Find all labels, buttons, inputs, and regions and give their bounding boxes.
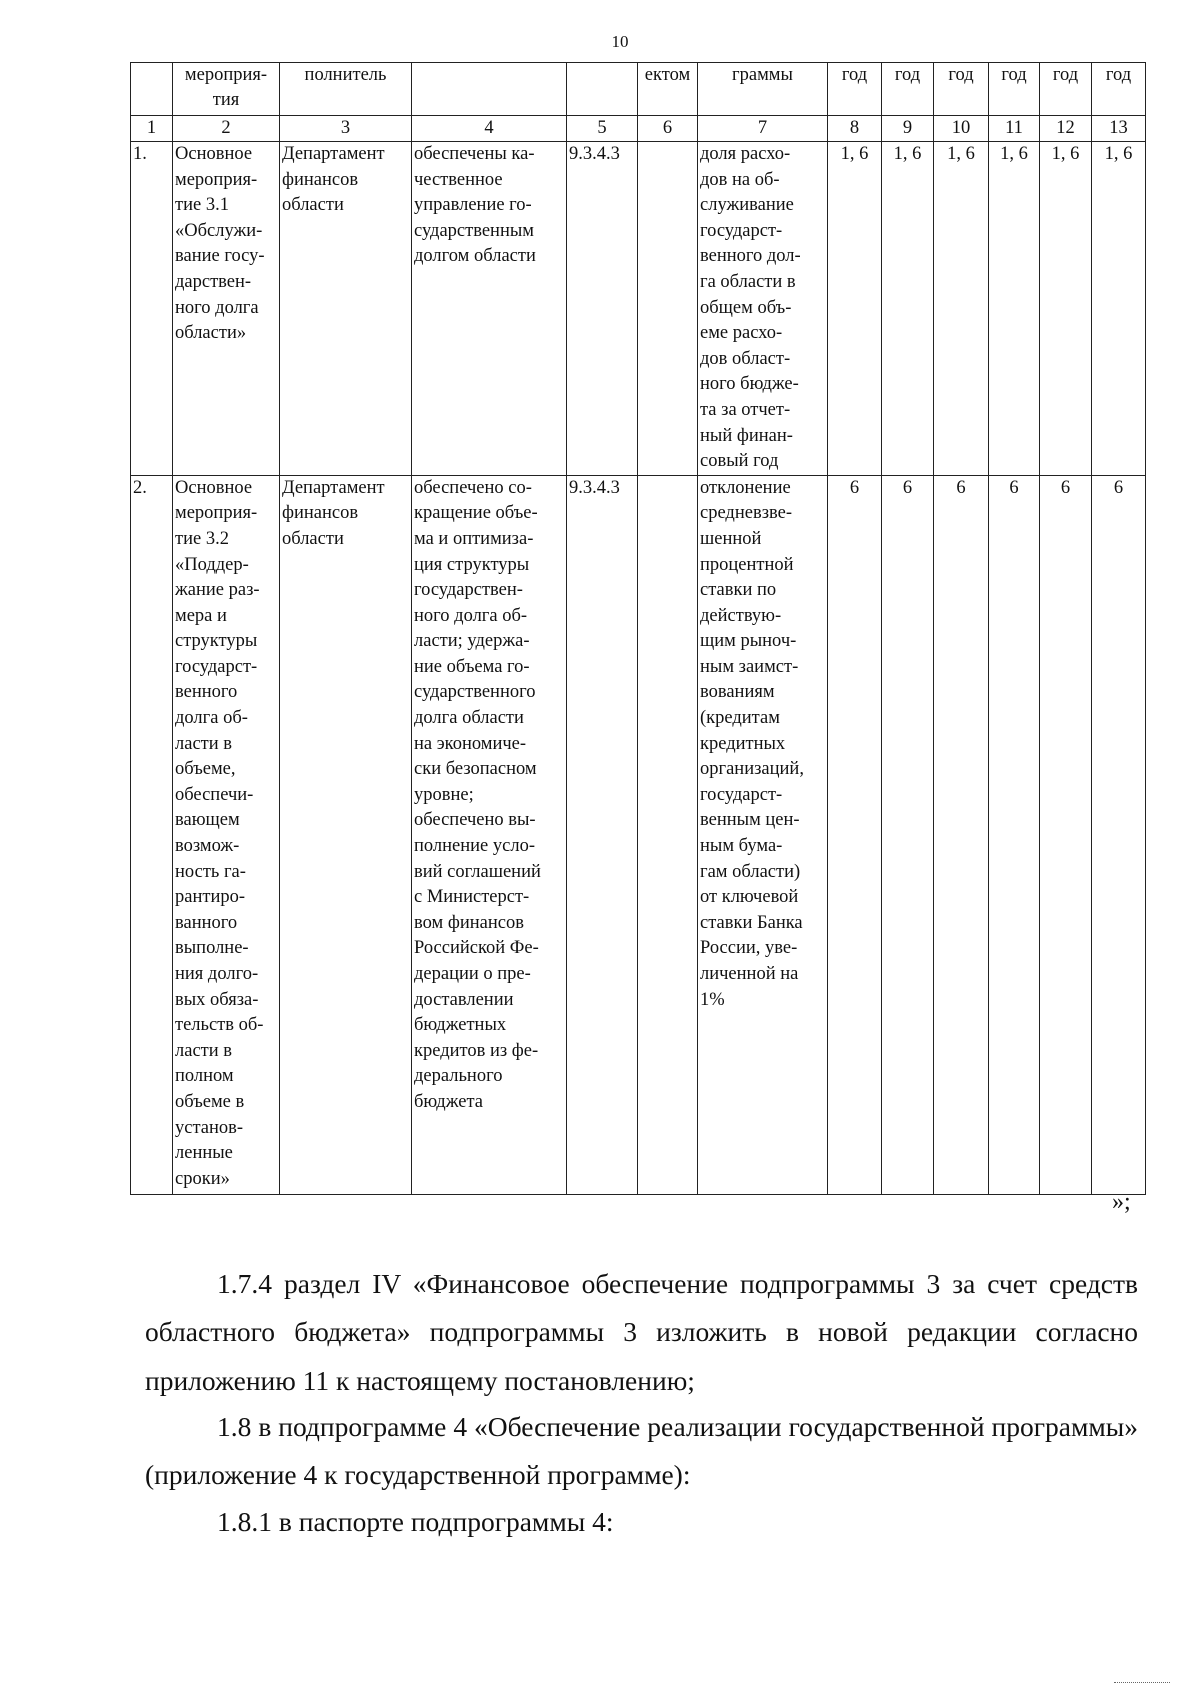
header-line: год xyxy=(1052,65,1079,85)
year-value: 1, 6 xyxy=(989,142,1040,476)
cell-line: дов на об- xyxy=(700,169,780,190)
header-line: граммы xyxy=(732,65,793,85)
cell-line: государст- xyxy=(700,784,783,805)
table-header-row xyxy=(131,63,1146,116)
cell-line: венного xyxy=(175,682,238,703)
cell-line: действую- xyxy=(700,605,782,626)
cell-line: ние объема го- xyxy=(414,656,530,677)
cell-line: еме расхо- xyxy=(700,323,783,344)
program-code: 9.3.4.3 xyxy=(567,475,638,1194)
cell-line: сударственного xyxy=(414,682,536,703)
cell-line: кращение объе- xyxy=(414,503,538,524)
table-row xyxy=(131,475,1146,1194)
cell-line: долга об- xyxy=(175,708,248,729)
cell-line: государствен- xyxy=(414,580,523,601)
header-line: год xyxy=(1105,65,1132,85)
header-cell xyxy=(131,63,173,116)
header-cell xyxy=(828,63,882,116)
expected-result xyxy=(412,475,567,1194)
header-cell xyxy=(882,63,934,116)
cell-line: выполне- xyxy=(175,938,249,959)
cell-line: вание госу- xyxy=(175,246,265,267)
cell-line: ставки по xyxy=(700,580,777,601)
column-number: 1 xyxy=(131,116,173,142)
cell-line: Основное xyxy=(175,477,253,498)
cell-line: полном xyxy=(175,1066,234,1087)
cell-line: «Поддер- xyxy=(175,554,249,575)
cell-line: бюджета xyxy=(414,1091,483,1112)
cell-line: ласти в xyxy=(175,1040,232,1061)
cell-line: чественное xyxy=(414,169,503,190)
header-cell xyxy=(1092,63,1146,116)
cell-line: дарствен- xyxy=(175,271,252,292)
cell-line: ставки Банка xyxy=(700,912,803,933)
cell-line: служивание xyxy=(700,195,794,216)
cell-line: мероприя- xyxy=(175,503,258,524)
cell-line: вий соглашений xyxy=(414,861,541,882)
cell-line: Основное xyxy=(175,144,253,164)
cell-line: полнение усло- xyxy=(414,836,535,857)
cell-line: государст- xyxy=(175,656,258,677)
column-number: 3 xyxy=(280,116,412,142)
closing-quote: »; xyxy=(1112,1189,1131,1215)
cell-line: организаций, xyxy=(700,759,804,780)
cell-line: управление го- xyxy=(414,195,532,216)
year-value: 6 xyxy=(934,475,989,1194)
header-cell xyxy=(567,63,638,116)
header-line: год xyxy=(841,65,868,85)
header-cell xyxy=(934,63,989,116)
cell-line: личенной на xyxy=(700,964,799,984)
cell-line: ность га- xyxy=(175,861,246,882)
cell-line: дерального xyxy=(414,1066,503,1087)
cell-line: вающем xyxy=(175,810,240,831)
cell-line: вом финансов xyxy=(414,912,524,933)
year-value: 1, 6 xyxy=(828,142,882,476)
cell-line: та за отчет- xyxy=(700,399,791,420)
cell-line: государст- xyxy=(700,220,783,241)
cell-line: ного бюдже- xyxy=(700,374,799,395)
cell-line: отклонение xyxy=(700,477,791,498)
cell-line: процентной xyxy=(700,554,794,575)
cell-line: венного дол- xyxy=(700,246,801,267)
cell-line: Российской Фе- xyxy=(414,938,539,959)
year-value: 1, 6 xyxy=(882,142,934,476)
cell-line: сроки» xyxy=(175,1168,230,1189)
cell-line: ция структуры xyxy=(414,554,530,575)
cell-line: жание раз- xyxy=(175,580,260,601)
cell-line: доставлении xyxy=(414,989,514,1010)
cell-line: Департамент xyxy=(282,144,385,164)
header-cell xyxy=(1040,63,1092,116)
program-measures-table xyxy=(130,62,1146,1195)
header-cell xyxy=(280,63,412,116)
cell-line: 1% xyxy=(700,989,725,1010)
row-number: 1. xyxy=(131,142,173,476)
column-number: 4 xyxy=(412,116,567,142)
cell-line: ного долга xyxy=(175,297,259,318)
header-cell xyxy=(412,63,567,116)
cell-line: кредитных xyxy=(700,733,786,754)
cell-line: дерации о пре- xyxy=(414,964,531,984)
cell-line: венным цен- xyxy=(700,810,800,831)
cell-line: доля расхо- xyxy=(700,144,791,164)
cell-line: области xyxy=(282,528,344,549)
cell-line: ный финан- xyxy=(700,425,793,446)
cell-line: ма и оптимиза- xyxy=(414,528,534,549)
cell-line: долга области xyxy=(414,708,524,729)
cell-line: бюджетных xyxy=(414,1015,507,1036)
column-number: 13 xyxy=(1092,116,1146,142)
cell-line: ски безопасном xyxy=(414,759,537,780)
cell-line: (кредитам xyxy=(700,708,780,729)
cell-line: объеме в xyxy=(175,1091,245,1112)
header-line: полнитель xyxy=(304,65,387,85)
cell-line: вых обяза- xyxy=(175,989,259,1010)
header-cell xyxy=(989,63,1040,116)
cell-line: гам области) xyxy=(700,861,801,882)
header-line: ектом xyxy=(644,65,691,85)
header-cell xyxy=(173,63,280,116)
cell-line: области xyxy=(282,195,344,216)
cell-line: обеспечено вы- xyxy=(414,810,536,831)
cell-line: ным заимст- xyxy=(700,656,799,677)
year-value: 1, 6 xyxy=(934,142,989,476)
paragraph-text: 1.8.1 в паспорте подпрограммы 4: xyxy=(217,1505,614,1537)
cell-line: тие 3.1 xyxy=(175,195,229,216)
table-row xyxy=(131,142,1146,476)
cell-line: ленные xyxy=(175,1143,233,1164)
cell-line: финансов xyxy=(282,503,359,524)
year-value: 6 xyxy=(1040,475,1092,1194)
cell-line: области» xyxy=(175,323,247,344)
cell-line: рантиро- xyxy=(175,887,246,908)
cell-line: с Министерст- xyxy=(414,887,530,908)
cell-line: кредитов из фе- xyxy=(414,1040,539,1061)
cell-line: ласти в xyxy=(175,733,232,754)
cell-line: средневзве- xyxy=(700,503,792,524)
cell-line: долгом области xyxy=(414,246,536,267)
paragraph-1-8-1 xyxy=(145,1498,1138,1547)
cell-line: мероприя- xyxy=(175,169,258,190)
program-code: 9.3.4.3 xyxy=(567,142,638,476)
cell-line: дов област- xyxy=(700,348,791,369)
cell-line: га области в xyxy=(700,271,796,292)
cell-line: ным бума- xyxy=(700,836,783,857)
cell-line: вованиям xyxy=(700,682,775,703)
header-cell xyxy=(698,63,828,116)
year-value: 6 xyxy=(828,475,882,1194)
header-line: мероприя- xyxy=(184,65,268,85)
cell-line: ного долга об- xyxy=(414,605,528,626)
paragraph-1-8 xyxy=(145,1403,1138,1500)
cell-line: Департамент xyxy=(282,477,385,498)
cell-line: уровне; xyxy=(414,784,474,805)
year-value: 1, 6 xyxy=(1092,142,1146,476)
header-cell xyxy=(638,63,698,116)
column-number: 10 xyxy=(934,116,989,142)
cell-line: ласти; удержа- xyxy=(414,631,530,652)
page-number: 10 xyxy=(611,32,629,51)
row-number: 2. xyxy=(131,475,173,1194)
cell-line: финансов xyxy=(282,169,359,190)
cell-line: обеспечены ка- xyxy=(414,144,535,164)
cell-line: тельств об- xyxy=(175,1015,264,1036)
cell-line: обеспечи- xyxy=(175,784,254,805)
cell-line: общем объ- xyxy=(700,297,792,318)
column-number: 2 xyxy=(173,116,280,142)
cell-line: ванного xyxy=(175,912,238,933)
year-value: 6 xyxy=(1092,475,1146,1194)
cell-line: ния долго- xyxy=(175,964,259,984)
year-value: 1, 6 xyxy=(1040,142,1092,476)
cell-line: совый год xyxy=(700,451,779,472)
header-line: год xyxy=(894,65,921,85)
column-number: 8 xyxy=(828,116,882,142)
cell-line: установ- xyxy=(175,1117,244,1138)
year-value: 6 xyxy=(882,475,934,1194)
column-number: 7 xyxy=(698,116,828,142)
indicator xyxy=(698,475,828,1194)
year-value: 6 xyxy=(989,475,1040,1194)
cell-line: шенной xyxy=(700,528,762,549)
cell-line: обеспечено со- xyxy=(414,477,532,498)
paragraph-text: 1.7.4 раздел IV «Финансовое обеспечение подпрограммы 3 за счет средств областного бюджета» подпрограммы 3 изложить в новой редакции согласно приложению 11 к настоящему постановлению; xyxy=(145,1267,1138,1396)
measure-name xyxy=(173,475,280,1194)
empty-cell xyxy=(638,475,698,1194)
cell-line: возмож- xyxy=(175,836,240,857)
executor xyxy=(280,475,412,1194)
paragraph-1-7-4 xyxy=(145,1260,1138,1406)
cell-line: щим рыноч- xyxy=(700,631,797,652)
column-number-row xyxy=(131,116,1146,142)
column-number: 12 xyxy=(1040,116,1092,142)
measure-name xyxy=(173,142,280,476)
column-number: 5 xyxy=(567,116,638,142)
expected-result xyxy=(412,142,567,476)
header-line: год xyxy=(1001,65,1027,85)
cell-line: на экономиче- xyxy=(414,733,527,754)
cell-line: мера и xyxy=(175,605,227,626)
header-line: год xyxy=(948,65,974,85)
paragraph-text: 1.8 в подпрограмме 4 «Обеспечение реализации государственной программы» (приложение 4 к государственной программе): xyxy=(145,1410,1138,1490)
executor xyxy=(280,142,412,476)
indicator xyxy=(698,142,828,476)
cell-line: России, уве- xyxy=(700,938,798,959)
cell-line: сударственным xyxy=(414,220,534,241)
cell-line: структуры xyxy=(175,631,258,652)
cell-line: объеме, xyxy=(175,759,236,780)
column-number: 6 xyxy=(638,116,698,142)
header-line: тия xyxy=(212,90,240,110)
column-number: 11 xyxy=(989,116,1040,142)
cell-line: «Обслужи- xyxy=(175,220,263,241)
empty-cell xyxy=(638,142,698,476)
scan-corner-mark xyxy=(1114,1682,1170,1691)
cell-line: от ключевой xyxy=(700,887,799,908)
cell-line: тие 3.2 xyxy=(175,528,229,549)
column-number: 9 xyxy=(882,116,934,142)
